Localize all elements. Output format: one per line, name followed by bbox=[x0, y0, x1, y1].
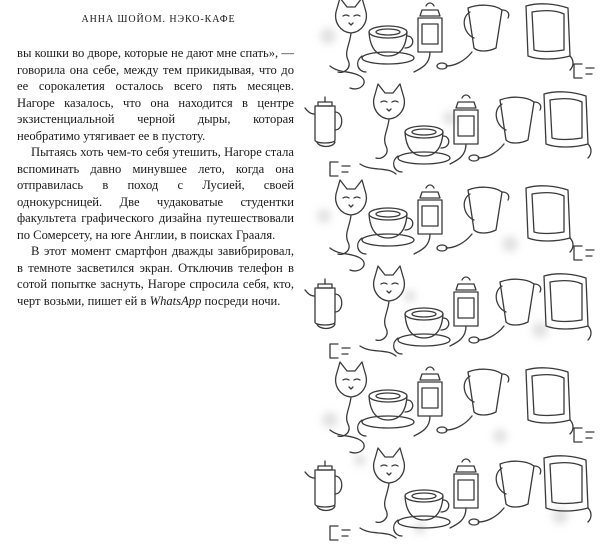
paragraph-3-lead: В этот момент смартфон дважды завибрировал, в темноте засветился экран. Отключив телефон в сотой попытке заснуть, Нагоре спросила себя, кто, черт возьми, пишет ей в bbox=[17, 244, 294, 308]
whatsapp-mention: WhatsApp bbox=[149, 293, 202, 308]
pattern-row-6 bbox=[305, 448, 591, 540]
pattern-row-1 bbox=[330, 0, 594, 89]
pattern-row-4 bbox=[305, 266, 591, 358]
pattern-row-3 bbox=[330, 180, 594, 271]
text-column bbox=[17, 14, 294, 309]
paragraph-3-tail: посреди ночи. bbox=[201, 293, 281, 308]
paragraph-1: вы кошки во дворе, которые не дают мне спать», — говорила она себе, между тем прикидывая, что до ее сорокалетия осталось всего пять месяцев. Нагоре казалось, что она находится в центре экзистенциальной черной дыры, которая необратимо утягивает ее в пустоту. bbox=[17, 46, 294, 143]
running-head: АННА ШОЙОМ. НЭКО-КАФЕ bbox=[81, 14, 236, 25]
pattern-row-2 bbox=[305, 84, 591, 176]
paragraph-2: Пытаясь хоть чем-то себя утешить, Нагоре стала вспоминать давно минувшее лето, когда она отправилась в поход с Лусией, своей однокурсницей. Две чудаковатые студентки факультета графического дизайна путешествовали по Сомерсету, на юге Англии, в поисках Грааля. bbox=[17, 145, 294, 242]
pattern-lines bbox=[305, 0, 594, 540]
pattern-row-5 bbox=[330, 362, 594, 453]
pattern-svg bbox=[300, 0, 600, 550]
paragraph-3 bbox=[17, 243, 294, 309]
cafe-pattern-illustration bbox=[300, 0, 600, 550]
smudge-layer bbox=[317, 28, 568, 534]
